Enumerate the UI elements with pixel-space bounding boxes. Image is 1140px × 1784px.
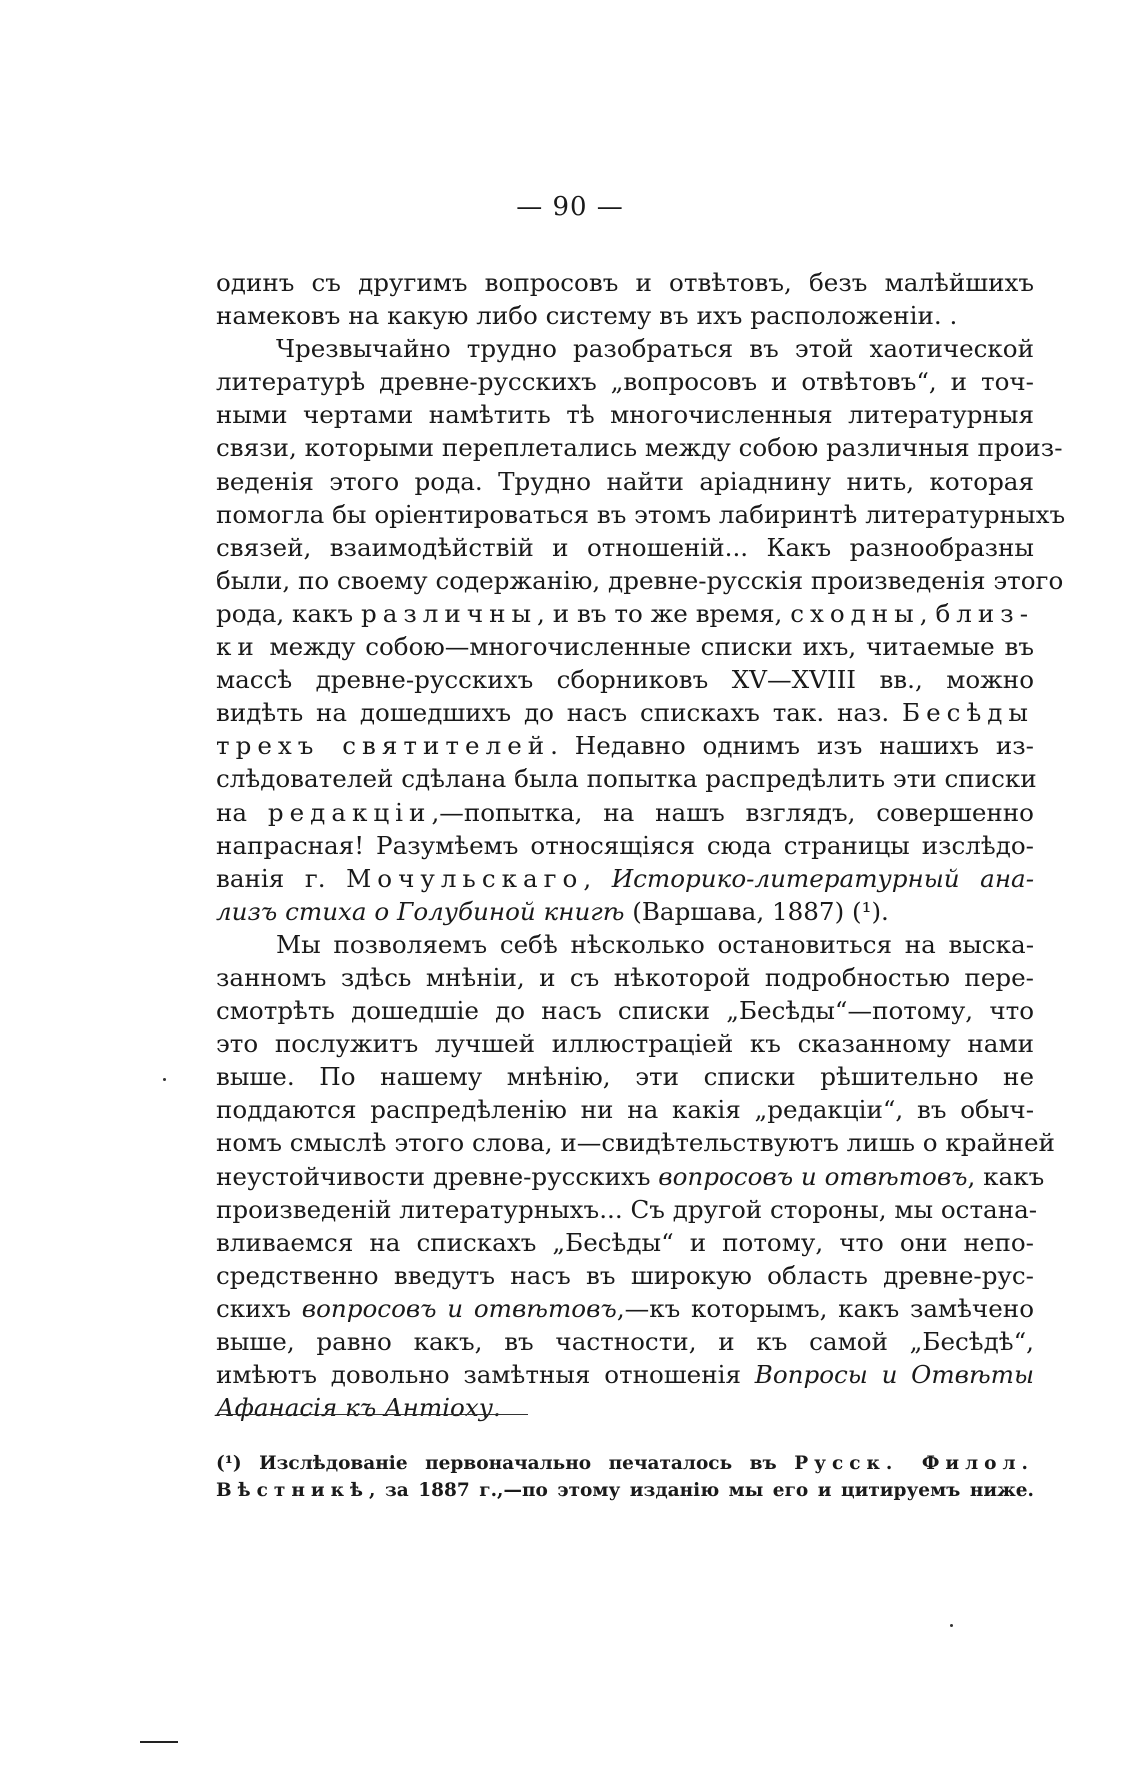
- text-run: ванія г.: [216, 863, 347, 893]
- text-line: [216, 1358, 1034, 1391]
- spaced-emphasis: трехъ святителей: [216, 731, 551, 761]
- text-run: ,: [919, 598, 936, 628]
- text-line: поддаются распредѣленію ни на какія „редакціи“, въ обыч-: [216, 1095, 1034, 1125]
- text-line: одинъ съ другимъ вопросовъ и отвѣтовъ, безъ малѣйшихъ: [216, 268, 1034, 297]
- paragraph-1: [216, 266, 1034, 332]
- footnote-divider: [218, 1414, 528, 1415]
- text-line: литературѣ древне-русскихъ „вопросовъ и отвѣтовъ“, и точ-: [216, 367, 1034, 397]
- footnote-line: [216, 1450, 1034, 1477]
- text-line: массѣ древне-русскихъ сборниковъ XV—XVIII вв., можно: [216, 665, 1034, 695]
- italic-title: Историко-литературный ана-: [611, 863, 1035, 893]
- text-line: намековъ на какую либо систему въ ихъ расположеніи. .: [216, 301, 958, 331]
- text-line: были, по своему содержанію, древне-русскія произведенія этого: [216, 565, 1064, 595]
- text-line: Чрезвычайно трудно разобраться въ этой хаотической: [276, 334, 1034, 364]
- text-line: [216, 796, 1034, 829]
- spaced-emphasis: близ-: [935, 598, 1034, 628]
- page-number: — 90 —: [516, 192, 624, 222]
- spaced-emphasis: Русск. Филол.: [794, 1453, 1034, 1474]
- print-speck: [950, 1624, 953, 1627]
- text-run: , за 1887 г.,—по этому изданію мы его и цитируемъ ниже.: [369, 1480, 1034, 1501]
- footnote: [216, 1450, 1034, 1504]
- text-run: ,: [583, 863, 612, 893]
- text-line: смотрѣть дошедшіе до насъ списки „Бесѣды“—потому, что: [216, 996, 1034, 1026]
- text-line: [216, 1292, 1034, 1325]
- text-line: ными чертами намѣтить тѣ многочисленныя литературныя: [216, 400, 1034, 430]
- text-run: ,—къ которымъ, какъ замѣчено: [616, 1293, 1035, 1323]
- italic-term: вопросовъ и отвѣтовъ: [301, 1293, 617, 1323]
- text-run: видѣть на дошедшихъ до насъ спискахъ так. наз.: [216, 698, 903, 728]
- main-text: [216, 266, 1066, 1424]
- text-line: слѣдователей сдѣлана была попытка распредѣлить эти списки: [216, 764, 1037, 794]
- text-run: (¹) Изслѣдованіе первоначально печаталось въ: [216, 1453, 795, 1474]
- text-run: имѣютъ довольно замѣтныя отношенія: [216, 1360, 755, 1390]
- italic-title: Вопросы и Отвѣты: [754, 1360, 1035, 1390]
- footnote-line: [216, 1477, 1034, 1504]
- text-line: [216, 630, 1034, 663]
- text-line: это послужитъ лучшей иллюстраціей къ сказанному нами: [216, 1029, 1034, 1059]
- text-line: [216, 895, 1034, 928]
- spaced-emphasis: Бесѣды: [902, 698, 1034, 728]
- text-line: напрасная! Разумѣемъ относящіяся сюда страницы изслѣдо-: [216, 830, 1034, 860]
- text-line: номъ смыслѣ этого слова, и—свидѣтельствуютъ лишь о крайней: [216, 1128, 1055, 1158]
- text-line: занномъ здѣсь мнѣніи, и съ нѣкоторой подробностью пере-: [216, 962, 1034, 992]
- spaced-emphasis: Вѣстникѣ: [216, 1480, 370, 1501]
- text-run: , какъ: [967, 1161, 1045, 1191]
- text-line: [216, 1160, 1045, 1193]
- text-line: Мы позволяемъ себѣ нѣсколько остановиться на выска-: [276, 929, 1034, 959]
- paragraph-2: [216, 332, 1066, 928]
- text-line: средственно введутъ насъ въ широкую область древне-рус-: [216, 1260, 1034, 1290]
- spaced-emphasis: ки: [216, 632, 260, 662]
- text-run: ,—попытка, на нашъ взглядъ, совершенно: [431, 797, 1034, 827]
- text-line: связей, взаимодѣйствій и отношеній... Какъ разнообразны: [216, 532, 1034, 562]
- italic-title: Афанасія къ Антіоху.: [216, 1393, 501, 1423]
- print-mark: [140, 1741, 178, 1743]
- text-run: рода, какъ: [216, 598, 361, 628]
- spaced-emphasis: редакціи: [267, 797, 432, 827]
- text-line: [216, 729, 1034, 762]
- text-line: произведеній литературныхъ... Съ другой стороны, мы остана-: [216, 1194, 1038, 1224]
- text-line: [216, 597, 1034, 630]
- text-run: на: [216, 797, 268, 827]
- text-run: между собою—многочисленные списки ихъ, читаемые въ: [259, 632, 1034, 662]
- text-run: (Варшава, 1887) (¹).: [624, 896, 889, 926]
- spaced-emphasis: различны: [360, 598, 538, 628]
- print-speck: [163, 1078, 166, 1081]
- text-line: выше. По нашему мнѣнію, эти списки рѣшительно не: [216, 1062, 1034, 1092]
- spaced-emphasis: сходны: [790, 598, 920, 628]
- text-run: , и въ то же время,: [537, 598, 791, 628]
- italic-title: лизъ стиха о Голубиной книгѣ: [216, 896, 625, 926]
- spaced-emphasis: Мочульскаго: [346, 863, 584, 893]
- text-line: вливаемся на спискахъ „Бесѣды“ и потому, что они непо-: [216, 1227, 1034, 1257]
- text-line: [216, 862, 1034, 895]
- text-line: помогла бы оріентироваться въ этомъ лабиринтѣ литературныхъ: [216, 499, 1066, 529]
- text-run: скихъ: [216, 1293, 302, 1323]
- text-line: [216, 696, 1034, 729]
- text-run: неустойчивости древне-русскихъ: [216, 1161, 659, 1191]
- paragraph-3: [216, 928, 1055, 1424]
- text-run: . Недавно однимъ изъ нашихъ из-: [550, 731, 1034, 761]
- text-line: веденія этого рода. Трудно найти аріаднину нить, которая: [216, 466, 1034, 496]
- italic-term: вопросовъ и отвѣтовъ: [658, 1161, 968, 1191]
- text-line: выше, равно какъ, въ частности, и къ самой „Бесѣдѣ“,: [216, 1327, 1034, 1356]
- text-line: [216, 1391, 1034, 1424]
- text-line: связи, которыми переплетались между собою различныя произ-: [216, 433, 1063, 463]
